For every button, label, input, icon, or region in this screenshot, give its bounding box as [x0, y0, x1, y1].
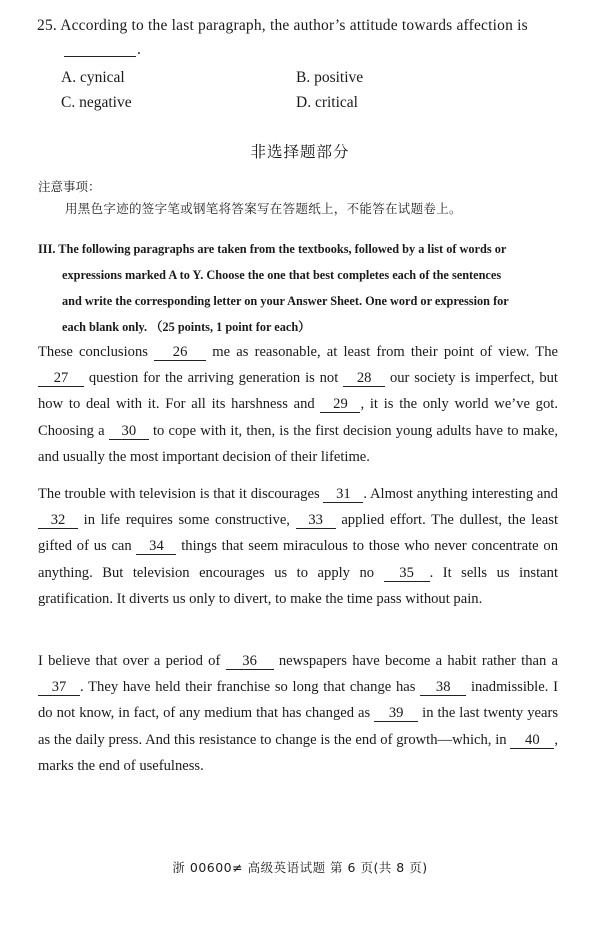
blank-32: 32 — [38, 512, 78, 529]
notice-label: 注意事项： — [38, 179, 101, 194]
page-footer: 浙 00600≠ 高级英语试题 第 6 页(共 8 页) — [172, 860, 428, 875]
paragraph-1 — [38, 339, 558, 470]
paragraph-3 — [38, 648, 558, 779]
section-instructions — [38, 236, 568, 340]
question-25-blank — [64, 44, 136, 57]
paragraph-text: . Almost anything interesting and — [363, 486, 558, 502]
blank-40: 40 — [510, 732, 554, 749]
question-25 — [37, 16, 562, 58]
paragraph-text: newspapers have become a habit rather than a — [273, 653, 559, 669]
blank-28: 28 — [343, 370, 385, 387]
paragraph-text: , marks the end of usefulness. — [38, 731, 558, 774]
paragraph-text: in the last twenty years as the daily press. And this resistance to change is the end of growth—which, in — [38, 705, 559, 748]
notice-text: 用黑色字迹的签字笔或钢笔将答案写在答题纸上，不能答在试题卷上。 — [65, 201, 462, 216]
blank-35: 35 — [384, 565, 430, 582]
paragraph-text: to cope with it, then, is the first decision young adults have to make, and usually the most important decision of their lifetime. — [38, 422, 559, 465]
blank-33: 33 — [296, 512, 336, 529]
paragraph-text: , it is the only world we’ve got. Choosing a — [38, 396, 558, 439]
instructions-line-2: expressions marked A to Y. Choose the one that best completes each of the sentences — [62, 268, 502, 282]
paragraph-text: applied effort. The dullest, the least gifted of us can — [38, 512, 559, 555]
option-d: D. critical — [296, 94, 358, 111]
paragraph-text: in life requires some constructive, — [78, 512, 296, 529]
blank-29: 29 — [320, 396, 360, 413]
paragraph-text: question for the arriving generation is not — [84, 370, 344, 387]
question-25-blank-end: . — [137, 41, 142, 58]
paragraph-text: our society is imperfect, but how to deal with it. For all its harshness and — [38, 370, 558, 413]
blank-34: 34 — [136, 538, 176, 555]
blank-27: 27 — [38, 370, 84, 387]
blank-39: 39 — [374, 705, 418, 722]
blank-36: 36 — [226, 653, 274, 670]
paragraph-text: . They have held their franchise so long that change has — [80, 679, 421, 696]
instructions-line-1: III. The following paragraphs are taken from the textbooks, followed by a list of words or — [38, 242, 507, 256]
paragraph-text: I believe that over a period of — [38, 653, 226, 669]
paragraph-text: inadmissible. I do not know, in fact, of any medium that has changed as — [38, 679, 558, 722]
paragraph-text: me as reasonable, at least from their point of view. The — [206, 344, 558, 360]
blank-30: 30 — [109, 423, 149, 440]
paragraph-text: . It sells us instant gratification. It diverts us only to divert, to make the time pass without pain. — [38, 564, 558, 607]
paragraph-text: The trouble with television is that it discourages — [38, 486, 324, 502]
question-25-stem: 25. According to the last paragraph, the author’s attitude towards affection is — [37, 17, 528, 34]
instructions-line-3: and write the corresponding letter on your Answer Sheet. One word or expression for — [62, 294, 509, 308]
paragraph-text: These conclusions — [38, 344, 155, 360]
section-title: 非选择题部分 — [250, 143, 350, 161]
paragraph-text: things that seem miraculous to those who never concentrate on anything. But television encourages us to apply no — [38, 538, 558, 581]
option-c: C. negative — [61, 94, 132, 111]
blank-31: 31 — [323, 486, 363, 503]
blank-37: 37 — [38, 679, 80, 696]
blank-26: 26 — [154, 344, 206, 361]
paragraph-2 — [38, 481, 558, 612]
instructions-line-4: each blank only. （25 points, 1 point for each） — [62, 320, 311, 334]
blank-38: 38 — [420, 679, 466, 696]
option-b: B. positive — [296, 69, 364, 86]
option-a: A. cynical — [61, 69, 125, 86]
